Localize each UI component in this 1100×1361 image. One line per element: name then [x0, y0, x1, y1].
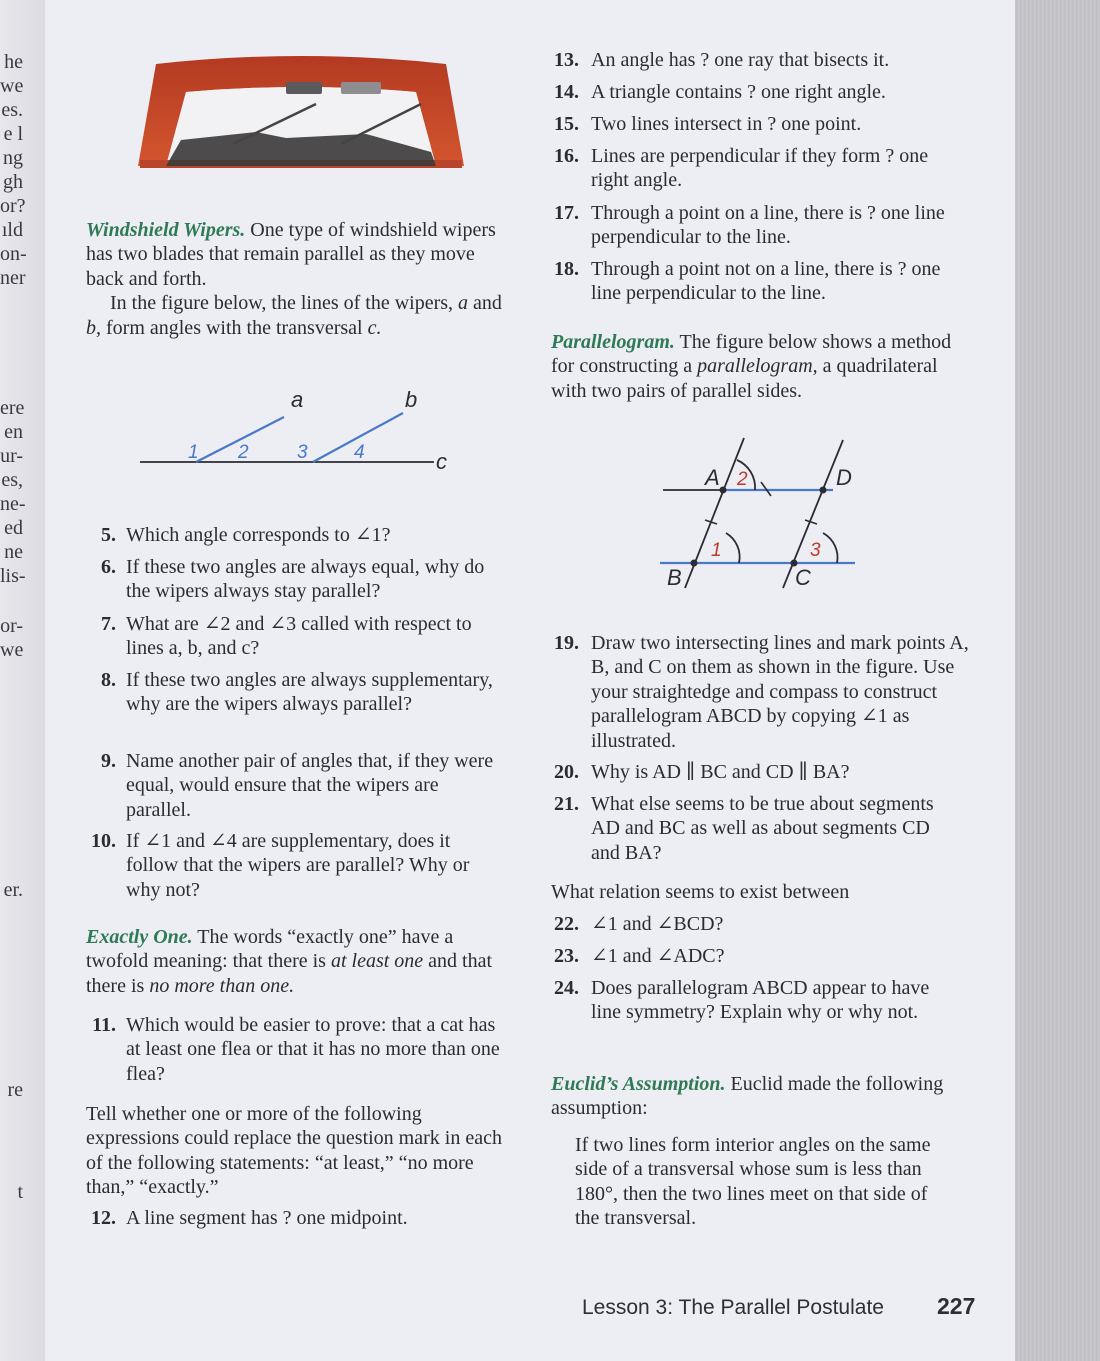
- margin-fragment-text: gh: [3, 171, 23, 193]
- label-D: D: [836, 465, 852, 490]
- margin-fragment: [0, 638, 45, 662]
- margin-fragment-text: lis-: [0, 565, 26, 587]
- question-text: Two lines intersect in ? one point.: [591, 113, 862, 135]
- margin-fragment: [0, 50, 45, 74]
- margin-fragment: [0, 74, 45, 98]
- margin-fragment: [0, 516, 45, 540]
- euclid-quote: [575, 1133, 950, 1231]
- question-text: Through a point not on a line, there is ? one line perpendicular to the line.: [591, 258, 941, 305]
- question-number: 13.: [554, 49, 579, 71]
- question-text: Through a point on a line, there is ? one line perpendicular to the line.: [591, 202, 945, 249]
- arc-angle-1: [726, 533, 740, 563]
- margin-fragment: [0, 266, 45, 290]
- question-number: 8.: [101, 669, 116, 691]
- question-item: [551, 201, 961, 250]
- question-text: ∠1 and ∠BCD?: [591, 913, 724, 935]
- question-number: 5.: [101, 524, 116, 546]
- margin-fragment-text: ıld: [1, 219, 23, 241]
- margin-fragment-text: ed: [4, 517, 23, 539]
- question-text: Which angle corresponds to ∠1?: [126, 524, 391, 546]
- section-heading: Parallelogram.: [551, 331, 675, 353]
- paragraph-text: a quadrilateral with two pairs of parallel sides.: [551, 355, 938, 402]
- margin-fragment-text: ne: [4, 541, 23, 563]
- question-item: [86, 749, 506, 822]
- variable-b: b,: [86, 316, 101, 339]
- question-number: 20.: [554, 761, 579, 783]
- angle-1-label: 1: [188, 442, 199, 463]
- question-number: 18.: [554, 258, 579, 280]
- question-text: Lines are perpendicular if they form ? one right angle.: [591, 145, 929, 192]
- margin-fragment-text: he: [4, 51, 23, 73]
- instructions-paragraph: [86, 1102, 516, 1200]
- paragraph-text: and: [468, 292, 502, 315]
- section-heading: Exactly One.: [86, 926, 193, 948]
- margin-fragment: [0, 218, 45, 242]
- question-text: What else seems to be true about segments AD and BC as well as about segments CD and BA?: [591, 793, 934, 864]
- question-number: 12.: [91, 1207, 116, 1229]
- question-item: [551, 944, 961, 968]
- question-item: [551, 976, 951, 1025]
- label-a: a: [291, 387, 304, 412]
- question-number: 10.: [91, 830, 116, 852]
- paragraph-text: form angles with the transversal: [101, 316, 368, 339]
- question-item: [86, 555, 506, 604]
- margin-fragment-text: we: [0, 75, 24, 97]
- margin-fragment-text: we: [0, 639, 24, 661]
- question-item: [551, 112, 961, 136]
- question-number: 17.: [554, 202, 579, 224]
- point-d: [820, 487, 827, 494]
- label-A: A: [705, 465, 720, 490]
- variable-c: c.: [367, 316, 382, 339]
- label-b: b: [405, 387, 418, 412]
- windshield-illustration: [136, 52, 466, 175]
- margin-fragment: [0, 98, 45, 122]
- margin-fragment-text: t: [17, 1181, 23, 1203]
- angle-4-label: 4: [354, 442, 365, 463]
- paragraph-text: What relation seems to exist between: [551, 881, 850, 903]
- paragraph-text: The figure below shows a method for constructing a: [551, 331, 952, 378]
- arc-angle-3: [823, 533, 838, 563]
- question-number: 19.: [554, 632, 579, 654]
- margin-fragment: [0, 540, 45, 564]
- question-number: 21.: [554, 793, 579, 815]
- question-number: 11.: [92, 1014, 116, 1036]
- margin-fragment: [0, 146, 45, 170]
- margin-fragment: [0, 1078, 45, 1102]
- footer-lesson-title: Lesson 3: The Parallel Postulate: [582, 1296, 884, 1319]
- question-text: ∠1 and ∠ADC?: [591, 945, 725, 967]
- question-number: 6.: [101, 556, 116, 578]
- margin-fragment-text: or-: [0, 615, 23, 637]
- windshield-wipers-paragraph: [86, 218, 516, 340]
- margin-fragment: [0, 564, 45, 588]
- point-b: [691, 560, 698, 567]
- question-item: [551, 48, 961, 72]
- paragraph-text: One type of windshield wipers has two blades that remain parallel as they move back and forth.: [86, 219, 496, 290]
- margin-fragment-text: ng: [3, 147, 23, 169]
- variable-a: a: [458, 292, 469, 315]
- margin-fragment-text: en: [4, 421, 23, 443]
- section-heading: Windshield Wipers.: [86, 219, 246, 241]
- question-item: [551, 144, 961, 193]
- margin-fragment-text: e l: [3, 123, 23, 145]
- question-item: [86, 1013, 506, 1086]
- question-item: [551, 631, 969, 753]
- margin-fragment-text: on-: [0, 243, 27, 265]
- paragraph-text: and that there is: [86, 950, 493, 997]
- question-item: [551, 80, 961, 104]
- question-item: [86, 829, 506, 902]
- angle-2-label: 2: [737, 469, 748, 490]
- question-text: Name another pair of angles that, if they were equal, would ensure that the wipers are parallel.: [126, 750, 494, 821]
- question-item: [86, 523, 506, 547]
- margin-fragment: [0, 492, 45, 516]
- question-item: [86, 612, 506, 661]
- page-edge: [1015, 0, 1100, 1361]
- question-item: [86, 668, 506, 717]
- relation-paragraph: [551, 880, 971, 904]
- margin-fragment: [0, 444, 45, 468]
- question-text: If these two angles are always equal, why do the wipers always stay parallel?: [126, 556, 485, 603]
- margin-fragment: [0, 170, 45, 194]
- question-text: Draw two intersecting lines and mark points A, B, and C on them as shown in the figure. Use your straightedge and compass to construct parallelogram ABCD by copying ∠1 as illustrated.: [591, 632, 969, 752]
- parallelogram-figure: [655, 432, 885, 607]
- angle-3-label: 3: [297, 442, 308, 463]
- margin-fragment-text: er.: [3, 879, 23, 901]
- margin-fragment-text: es.: [1, 99, 23, 121]
- previous-page-margin: [0, 0, 45, 1361]
- margin-fragment-text: es,: [1, 469, 23, 491]
- emphasis-text: at least one: [330, 950, 424, 973]
- question-number: 23.: [554, 945, 579, 967]
- question-item: [551, 760, 969, 784]
- margin-fragment: [0, 1180, 45, 1204]
- question-text: What are ∠2 and ∠3 called with respect to lines a, b, and c?: [126, 613, 472, 660]
- question-text: Does parallelogram ABCD appear to have line symmetry? Explain why or why not.: [591, 977, 930, 1024]
- margin-fragment: [0, 468, 45, 492]
- margin-fragment: [0, 122, 45, 146]
- question-text: An angle has ? one ray that bisects it.: [591, 49, 890, 71]
- label-c: c: [436, 449, 447, 474]
- section-heading: Euclid’s Assumption.: [551, 1073, 726, 1095]
- question-number: 7.: [101, 613, 116, 635]
- angle-1-label: 1: [711, 540, 722, 561]
- question-number: 24.: [554, 977, 579, 999]
- label-C: C: [795, 565, 811, 590]
- parallelogram-paragraph: [551, 330, 971, 403]
- margin-fragment: [0, 396, 45, 420]
- question-number: 16.: [554, 145, 579, 167]
- margin-fragment: [0, 194, 45, 218]
- question-text: If these two angles are always supplementary, why are the wipers always parallel?: [126, 669, 493, 716]
- angle-3-label: 3: [810, 540, 821, 561]
- margin-fragment: [0, 614, 45, 638]
- page-number: 227: [937, 1293, 976, 1319]
- margin-fragment-text: ner: [0, 267, 26, 289]
- question-text: Which would be easier to prove: that a cat has at least one flea or that it has no more than one flea?: [126, 1014, 500, 1085]
- question-item: [551, 912, 961, 936]
- margin-fragment-text: ur-: [0, 445, 23, 467]
- quote-text: If two lines form interior angles on the same side of a transversal whose sum is less than 180°, then the two lines meet on that side of the transversal.: [575, 1134, 931, 1230]
- question-text: A triangle contains ? one right angle.: [591, 81, 886, 103]
- question-text: Why is AD ∥ BC and CD ∥ BA?: [591, 761, 850, 783]
- question-number: 22.: [554, 913, 579, 935]
- margin-fragment-text: or?: [0, 195, 26, 217]
- exactly-one-paragraph: [86, 925, 516, 998]
- margin-fragment-text: ere: [0, 397, 25, 419]
- question-item: [551, 792, 961, 865]
- question-number: 14.: [554, 81, 579, 103]
- question-text: A line segment has ? one midpoint.: [126, 1207, 408, 1229]
- question-item: [86, 1206, 506, 1230]
- question-number: 15.: [554, 113, 579, 135]
- question-number: 9.: [101, 750, 116, 772]
- margin-fragment: [0, 420, 45, 444]
- paragraph-text: Tell whether one or more of the following expressions could replace the question mark in each of the following statements: “at least,” “no more than,” “exactly.”: [86, 1103, 502, 1199]
- question-item: [551, 257, 961, 306]
- margin-fragment: [0, 878, 45, 902]
- label-B: B: [667, 565, 682, 590]
- euclid-paragraph: [551, 1072, 971, 1121]
- paragraph-text: The words “exactly one” have a twofold meaning: that there is: [86, 926, 454, 973]
- paragraph-text: In the figure below, the lines of the wipers,: [110, 292, 459, 315]
- angle-2-label: 2: [238, 442, 249, 463]
- point-a: [720, 487, 727, 494]
- margin-fragment: [0, 242, 45, 266]
- emphasis-text: no more than one.: [149, 974, 295, 997]
- margin-fragment-text: ne-: [0, 493, 26, 515]
- transversal-figure: [138, 385, 468, 482]
- paragraph-text: Euclid made the following assumption:: [551, 1073, 944, 1120]
- emphasis-text: parallelogram,: [697, 355, 818, 378]
- margin-fragment-text: re: [7, 1079, 23, 1101]
- question-text: If ∠1 and ∠4 are supplementary, does it follow that the wipers are parallel? Why or why not?: [126, 830, 470, 901]
